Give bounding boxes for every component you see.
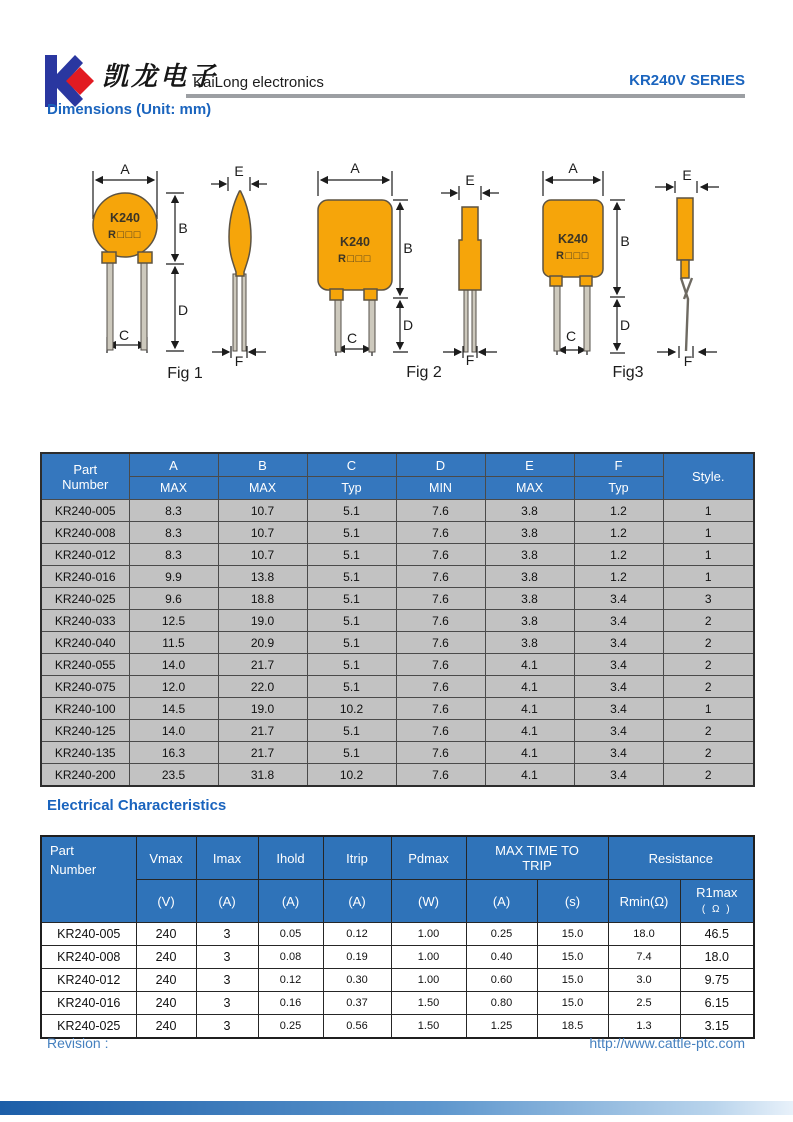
col-spec-e: MAX <box>485 477 574 500</box>
cell-trip-time: 15.0 <box>537 946 608 969</box>
cell-imax: 3 <box>196 946 258 969</box>
cell-trip-time: 15.0 <box>537 969 608 992</box>
dimensions-table <box>40 452 755 787</box>
fig1-caption: Fig 1 <box>167 365 203 382</box>
cell-itrip: 0.30 <box>323 969 391 992</box>
cell-imax: 3 <box>196 923 258 946</box>
cell-trip-time: 15.0 <box>537 923 608 946</box>
fig2-marking-line1: K240 <box>340 235 370 249</box>
dim-label-a: A <box>120 161 130 177</box>
cell-b: 21.7 <box>218 742 307 764</box>
cell-style: 2 <box>663 610 754 632</box>
cell-d: 7.6 <box>396 632 485 654</box>
col-spec-c: Typ <box>307 477 396 500</box>
dim-label-c: C <box>565 328 577 344</box>
cell-c: 5.1 <box>307 632 396 654</box>
cell-vmax: 240 <box>136 1015 196 1039</box>
cell-rmin: 1.3 <box>608 1015 680 1039</box>
cell-f: 3.4 <box>574 742 663 764</box>
cell-a: 12.0 <box>129 676 218 698</box>
fig2-marking-line2: R□□□ <box>338 253 372 265</box>
cell-trip-time: 15.0 <box>537 992 608 1015</box>
cell-trip-current: 0.25 <box>466 923 537 946</box>
dimension-row <box>41 742 754 764</box>
cell-f: 3.4 <box>574 764 663 787</box>
cell-b: 10.7 <box>218 544 307 566</box>
cell-pdmax: 1.00 <box>391 969 466 992</box>
cell-b: 21.7 <box>218 720 307 742</box>
cell-imax: 3 <box>196 992 258 1015</box>
cell-style: 2 <box>663 632 754 654</box>
fig3-marking-line2: R□□□ <box>556 250 590 262</box>
col-header-vmax: Vmax <box>136 836 196 880</box>
dim-label-e: E <box>465 172 475 188</box>
cell-e: 3.8 <box>485 632 574 654</box>
cell-f: 3.4 <box>574 676 663 698</box>
cell-d: 7.6 <box>396 720 485 742</box>
cell-f: 3.4 <box>574 588 663 610</box>
dimension-row <box>41 654 754 676</box>
cell-itrip: 0.37 <box>323 992 391 1015</box>
cell-ihold: 0.08 <box>258 946 323 969</box>
cell-d: 7.6 <box>396 500 485 522</box>
col-spec-f: Typ <box>574 477 663 500</box>
cell-c: 5.1 <box>307 566 396 588</box>
electrical-row <box>41 946 754 969</box>
cell-f: 1.2 <box>574 544 663 566</box>
cell-a: 16.3 <box>129 742 218 764</box>
company-name: KaiLong electronics <box>193 74 324 91</box>
cell-style: 2 <box>663 676 754 698</box>
cell-rmin: 7.4 <box>608 946 680 969</box>
cell-d: 7.6 <box>396 698 485 720</box>
unit-v: (V) <box>136 880 196 923</box>
cell-ihold: 0.16 <box>258 992 323 1015</box>
cell-part: KR240-012 <box>41 544 129 566</box>
electrical-row <box>41 992 754 1015</box>
cell-e: 4.1 <box>485 720 574 742</box>
cell-itrip: 0.56 <box>323 1015 391 1039</box>
fig2-caption: Fig 2 <box>406 364 442 381</box>
cell-c: 5.1 <box>307 522 396 544</box>
cell-trip-current: 0.60 <box>466 969 537 992</box>
cell-c: 5.1 <box>307 742 396 764</box>
dimension-row <box>41 500 754 522</box>
cell-b: 18.8 <box>218 588 307 610</box>
cell-c: 5.1 <box>307 588 396 610</box>
cell-imax: 3 <box>196 969 258 992</box>
electrical-table <box>40 835 755 1039</box>
cell-part: KR240-040 <box>41 632 129 654</box>
cell-style: 2 <box>663 764 754 787</box>
col-header-resistance: Resistance <box>608 836 754 880</box>
electrical-row <box>41 923 754 946</box>
dim-label-b: B <box>620 233 630 249</box>
cell-b: 19.0 <box>218 698 307 720</box>
cell-d: 7.6 <box>396 522 485 544</box>
cell-part: KR240-100 <box>41 698 129 720</box>
fig3-side-view <box>655 167 719 369</box>
cell-trip-current: 0.80 <box>466 992 537 1015</box>
fig3-caption: Fig3 <box>612 364 644 381</box>
kailong-logo-icon <box>44 54 98 108</box>
dim-label-d: D <box>177 302 189 318</box>
cell-pdmax: 1.00 <box>391 946 466 969</box>
dimensions-section-title: Dimensions (Unit: mm) <box>47 101 212 118</box>
col-header-e: E <box>485 453 574 477</box>
cell-pdmax: 1.00 <box>391 923 466 946</box>
cell-c: 5.1 <box>307 500 396 522</box>
cell-e: 4.1 <box>485 654 574 676</box>
cell-part: KR240-033 <box>41 610 129 632</box>
cell-ihold: 0.05 <box>258 923 323 946</box>
cell-a: 14.0 <box>129 654 218 676</box>
cell-c: 10.2 <box>307 698 396 720</box>
logo-chinese-name: 凯龙电子 <box>102 62 219 92</box>
cell-b: 31.8 <box>218 764 307 787</box>
col-header-c: C <box>307 453 396 477</box>
cell-part: KR240-075 <box>41 676 129 698</box>
cell-d: 7.6 <box>396 566 485 588</box>
cell-part: KR240-200 <box>41 764 129 787</box>
cell-r1max: 6.15 <box>680 992 754 1015</box>
cell-c: 5.1 <box>307 544 396 566</box>
cell-part: KR240-025 <box>41 588 129 610</box>
cell-style: 1 <box>663 544 754 566</box>
cell-b: 10.7 <box>218 500 307 522</box>
cell-e: 3.8 <box>485 500 574 522</box>
cell-a: 14.0 <box>129 720 218 742</box>
cell-a: 8.3 <box>129 500 218 522</box>
cell-imax: 3 <box>196 1015 258 1039</box>
col-header-f: F <box>574 453 663 477</box>
col-header-imax: Imax <box>196 836 258 880</box>
cell-vmax: 240 <box>136 946 196 969</box>
col-header-max-time-to-trip: MAX TIME TO TRIP <box>466 836 608 880</box>
header-divider <box>186 94 745 98</box>
unit-s: (s) <box>537 880 608 923</box>
dim-label-c: C <box>346 330 358 346</box>
cell-c: 5.1 <box>307 610 396 632</box>
cell-part: KR240-005 <box>41 923 136 946</box>
dim-label-d: D <box>619 317 631 333</box>
dimension-row <box>41 764 754 787</box>
dim-label-b: B <box>178 220 188 236</box>
dimension-row <box>41 522 754 544</box>
cell-a: 11.5 <box>129 632 218 654</box>
cell-f: 1.2 <box>574 522 663 544</box>
fig3-front-view <box>543 160 644 381</box>
cell-part: KR240-012 <box>41 969 136 992</box>
cell-b: 20.9 <box>218 632 307 654</box>
cell-pdmax: 1.50 <box>391 992 466 1015</box>
cell-part: KR240-135 <box>41 742 129 764</box>
revision-label: Revision : <box>47 1035 109 1051</box>
cell-trip-current: 0.40 <box>466 946 537 969</box>
fig3-marking-line1: K240 <box>558 232 588 246</box>
cell-b: 13.8 <box>218 566 307 588</box>
cell-e: 4.1 <box>485 742 574 764</box>
cell-f: 1.2 <box>574 566 663 588</box>
unit-w: (W) <box>391 880 466 923</box>
cell-a: 9.6 <box>129 588 218 610</box>
cell-r1max: 18.0 <box>680 946 754 969</box>
cell-part: KR240-125 <box>41 720 129 742</box>
cell-style: 3 <box>663 588 754 610</box>
cell-a: 8.3 <box>129 522 218 544</box>
cell-part: KR240-008 <box>41 946 136 969</box>
dim-label-b: B <box>403 240 413 256</box>
cell-ihold: 0.25 <box>258 1015 323 1039</box>
dim-label-e: E <box>682 167 692 183</box>
cell-a: 14.5 <box>129 698 218 720</box>
cell-b: 10.7 <box>218 522 307 544</box>
cell-vmax: 240 <box>136 992 196 1015</box>
bottom-bar <box>0 1101 793 1115</box>
cell-c: 5.1 <box>307 654 396 676</box>
cell-rmin: 2.5 <box>608 992 680 1015</box>
cell-b: 22.0 <box>218 676 307 698</box>
electrical-row <box>41 969 754 992</box>
cell-trip-current: 1.25 <box>466 1015 537 1039</box>
cell-part: KR240-005 <box>41 500 129 522</box>
cell-style: 1 <box>663 698 754 720</box>
cell-part: KR240-055 <box>41 654 129 676</box>
cell-itrip: 0.12 <box>323 923 391 946</box>
cell-style: 1 <box>663 500 754 522</box>
cell-a: 23.5 <box>129 764 218 787</box>
cell-style: 2 <box>663 742 754 764</box>
cell-part: KR240-008 <box>41 522 129 544</box>
col-spec-a: MAX <box>129 477 218 500</box>
cell-c: 5.1 <box>307 720 396 742</box>
col-header-b: B <box>218 453 307 477</box>
cell-d: 7.6 <box>396 588 485 610</box>
cell-f: 3.4 <box>574 610 663 632</box>
cell-e: 3.8 <box>485 522 574 544</box>
col-spec-d: MIN <box>396 477 485 500</box>
unit-a: (A) <box>323 880 391 923</box>
cell-e: 3.8 <box>485 588 574 610</box>
col-header-style: Style. <box>663 453 754 500</box>
col-header-ihold: Ihold <box>258 836 323 880</box>
dimension-row <box>41 676 754 698</box>
dim-label-a: A <box>350 160 360 176</box>
dimension-row <box>41 544 754 566</box>
series-title: KR240V SERIES <box>629 72 745 89</box>
col-header-itrip: Itrip <box>323 836 391 880</box>
cell-e: 3.8 <box>485 544 574 566</box>
cell-e: 4.1 <box>485 698 574 720</box>
cell-r1max: 3.15 <box>680 1015 754 1039</box>
cell-pdmax: 1.50 <box>391 1015 466 1039</box>
cell-a: 9.9 <box>129 566 218 588</box>
cell-part: KR240-016 <box>41 992 136 1015</box>
dim-label-f: F <box>683 353 693 369</box>
unit-a: (A) <box>196 880 258 923</box>
dimension-row <box>41 588 754 610</box>
col-header-pdmax: Pdmax <box>391 836 466 880</box>
cell-ihold: 0.12 <box>258 969 323 992</box>
dimension-row <box>41 698 754 720</box>
col-spec-b: MAX <box>218 477 307 500</box>
cell-d: 7.6 <box>396 654 485 676</box>
dimension-figures <box>0 148 793 398</box>
cell-d: 7.6 <box>396 764 485 787</box>
cell-style: 1 <box>663 566 754 588</box>
cell-style: 1 <box>663 522 754 544</box>
cell-rmin: 18.0 <box>608 923 680 946</box>
col-header-d: D <box>396 453 485 477</box>
dimension-row <box>41 566 754 588</box>
cell-vmax: 240 <box>136 969 196 992</box>
col-header-a: A <box>129 453 218 477</box>
dimension-row <box>41 720 754 742</box>
cell-d: 7.6 <box>396 610 485 632</box>
cell-a: 8.3 <box>129 544 218 566</box>
cell-d: 7.6 <box>396 544 485 566</box>
unit-a: (A) <box>466 880 537 923</box>
cell-e: 3.8 <box>485 610 574 632</box>
cell-e: 4.1 <box>485 764 574 787</box>
cell-d: 7.6 <box>396 676 485 698</box>
cell-a: 12.5 <box>129 610 218 632</box>
cell-c: 10.2 <box>307 764 396 787</box>
unit-a: (A) <box>258 880 323 923</box>
cell-f: 3.4 <box>574 720 663 742</box>
dim-label-c: C <box>118 327 130 343</box>
col-header-part-number: Part Number <box>41 836 136 923</box>
cell-itrip: 0.19 <box>323 946 391 969</box>
cell-r1max: 9.75 <box>680 969 754 992</box>
cell-r1max: 46.5 <box>680 923 754 946</box>
cell-b: 21.7 <box>218 654 307 676</box>
dim-label-f: F <box>234 353 244 369</box>
cell-vmax: 240 <box>136 923 196 946</box>
cell-c: 5.1 <box>307 676 396 698</box>
cell-e: 3.8 <box>485 566 574 588</box>
dim-label-e: E <box>234 163 244 179</box>
cell-rmin: 3.0 <box>608 969 680 992</box>
electrical-section-title: Electrical Characteristics <box>47 797 227 814</box>
cell-f: 3.4 <box>574 654 663 676</box>
dimension-row <box>41 632 754 654</box>
dim-label-a: A <box>568 160 578 176</box>
fig1-front-view <box>93 161 203 382</box>
cell-trip-time: 18.5 <box>537 1015 608 1039</box>
cell-style: 2 <box>663 720 754 742</box>
cell-part: KR240-025 <box>41 1015 136 1039</box>
fig1-side-view <box>211 163 267 369</box>
fig2-front-view <box>318 160 442 381</box>
fig1-marking-line1: K240 <box>110 211 140 225</box>
cell-f: 3.4 <box>574 698 663 720</box>
col-header-r1max: R1max ( Ω ) <box>680 880 754 923</box>
dimension-row <box>41 610 754 632</box>
cell-f: 3.4 <box>574 632 663 654</box>
dim-label-f: F <box>465 352 475 368</box>
cell-e: 4.1 <box>485 676 574 698</box>
cell-f: 1.2 <box>574 500 663 522</box>
cell-d: 7.6 <box>396 742 485 764</box>
cell-part: KR240-016 <box>41 566 129 588</box>
website-link[interactable]: http://www.cattle-ptc.com <box>589 1035 745 1051</box>
fig1-marking-line2: R□□□ <box>108 229 142 241</box>
col-header-part-number: Part Number <box>41 453 129 500</box>
cell-style: 2 <box>663 654 754 676</box>
cell-b: 19.0 <box>218 610 307 632</box>
col-header-rmin: Rmin(Ω) <box>608 880 680 923</box>
dim-label-d: D <box>402 317 414 333</box>
fig2-side-view <box>441 172 499 368</box>
